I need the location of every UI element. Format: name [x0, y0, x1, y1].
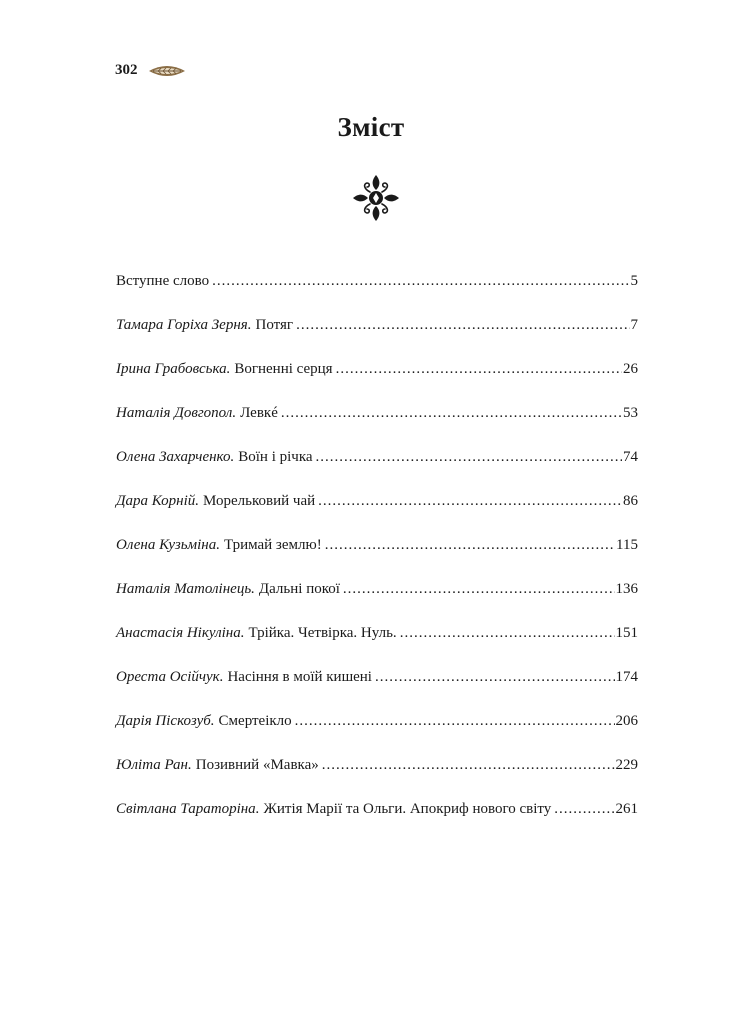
toc-author-period: . [226, 361, 231, 377]
toc-author-period: . [216, 537, 220, 553]
toc-author: Юліта Ран [116, 757, 188, 773]
toc-entry [116, 447, 638, 491]
toc-author: Наталія Матолінець [116, 581, 252, 597]
toc-work-title: Насіння в моїй кишені [227, 669, 372, 685]
toc-work-title: Тримай землю! [223, 537, 322, 553]
toc-entry [116, 491, 638, 535]
toc-leader-dots [343, 579, 615, 599]
toc-entry [116, 623, 638, 667]
toc-author-period: . [195, 493, 200, 509]
toc-work-title: Трійка. Четвірка. Нуль. [248, 625, 397, 641]
toc-author: Дарія Піскозуб [116, 713, 211, 729]
toc-author: Дара Корній [116, 493, 196, 509]
toc-page-number: 53 [623, 405, 638, 421]
toc-page-number: 174 [615, 669, 638, 685]
toc-page-number: 136 [615, 581, 638, 597]
toc-author-period: . [247, 317, 252, 333]
toc-author-period: . [188, 757, 192, 773]
toc-leader-dots [281, 403, 622, 423]
toc-leader-dots [295, 711, 615, 731]
toc-leader-dots [322, 755, 615, 775]
toc-leader-dots [212, 271, 629, 291]
toc-work-title: Вступне слово [116, 273, 210, 289]
toc-work-title: Позивний «Мавка» [195, 757, 319, 773]
toc-leader-dots [296, 315, 629, 335]
toc-author-period: . [232, 405, 237, 421]
toc-page-number: 151 [615, 625, 638, 641]
toc-entry [116, 755, 638, 799]
toc-author-period: . [251, 581, 255, 597]
toc-page-number: 229 [615, 757, 638, 773]
toc-page-number: 74 [623, 449, 638, 465]
table-of-contents [116, 271, 638, 843]
toc-work-title: Смертеікло [218, 713, 292, 729]
toc-author: Анастасія Нікуліна [116, 625, 241, 641]
toc-author-period: . [210, 713, 215, 729]
toc-author: Світлана Тараторіна [116, 801, 256, 817]
toc-leader-dots [400, 623, 615, 643]
toc-entry [116, 271, 638, 315]
page-title: Зміст [337, 112, 405, 142]
toc-page-number: 86 [623, 493, 638, 509]
toc-entry [116, 359, 638, 403]
toc-author-period: . [219, 669, 224, 685]
toc-author: Олена Захарченко [116, 449, 231, 465]
toc-leader-dots [316, 447, 622, 467]
toc-page-number: 7 [630, 317, 638, 333]
toc-author: Тамара Горіха Зерня [116, 317, 248, 333]
toc-author-period: . [240, 625, 245, 641]
toc-leader-dots [375, 667, 615, 687]
toc-page-number: 26 [623, 361, 638, 377]
toc-entry [116, 711, 638, 755]
toc-entry [116, 799, 638, 843]
toc-author: Ореста Осійчук [116, 669, 220, 685]
toc-entry [116, 579, 638, 623]
toc-author-period: . [230, 449, 235, 465]
toc-entry [116, 403, 638, 447]
toc-entry [116, 535, 638, 579]
toc-page-number: 261 [615, 801, 638, 817]
toc-author: Ірина Грабовська [116, 361, 227, 377]
floral-cross-icon [351, 173, 401, 228]
toc-page-number: 206 [615, 713, 638, 729]
toc-page-number: 5 [630, 273, 638, 289]
toc-work-title: Левкé [240, 405, 278, 421]
toc-work-title: Морельковий чай [203, 493, 316, 509]
toc-entry [116, 667, 638, 711]
toc-page-number: 115 [616, 537, 638, 553]
toc-work-title: Потяг [255, 317, 294, 333]
toc-leader-dots [318, 491, 622, 511]
toc-author: Олена Кузьміна [116, 537, 217, 553]
toc-leader-dots [336, 359, 622, 379]
toc-leader-dots [325, 535, 615, 555]
toc-entry [116, 315, 638, 359]
toc-work-title: Дальні покої [258, 581, 340, 597]
toc-author: Наталія Довгопол [116, 405, 233, 421]
toc-work-title: Воїн і річка [238, 449, 313, 465]
wheat-ear-icon [147, 64, 187, 78]
toc-leader-dots [554, 799, 614, 819]
running-head [115, 62, 187, 79]
toc-work-title: Житія Марії та Ольги. Апокриф нового світу [263, 801, 552, 817]
page-number: 302 [115, 62, 138, 78]
toc-work-title: Вогненні серця [234, 361, 333, 377]
toc-author-period: . [255, 801, 260, 817]
